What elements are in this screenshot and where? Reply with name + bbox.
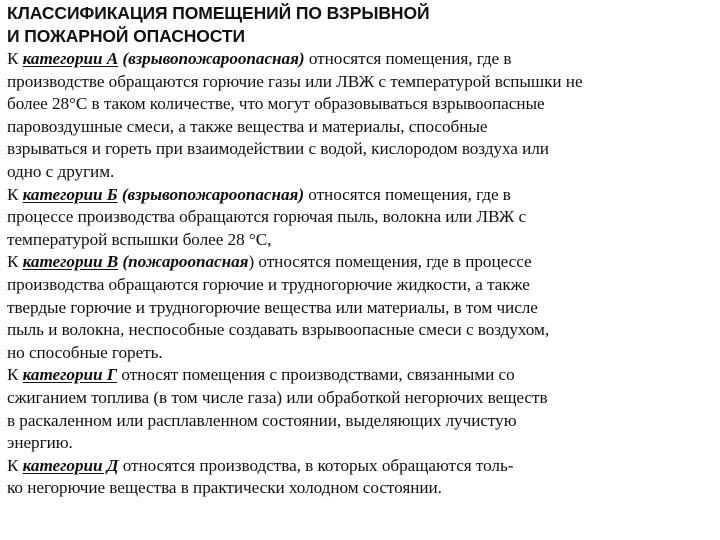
- category-qualifier: (взрывопожароопасная): [117, 184, 305, 204]
- category-d-paragraph: [7, 455, 710, 500]
- paragraph-first-line: [7, 184, 710, 207]
- paragraph-line: производстве обращаются горючие газы или ЛВЖ с температурой вспышки не: [7, 71, 583, 91]
- category-name: категории В: [22, 252, 119, 272]
- paragraph-text: относятся помещения, где в: [304, 49, 512, 68]
- paragraph-line: в раскаленном или расплавленном состоянии, выделяющих лучистую: [7, 410, 517, 430]
- paragraph-line: но способные гореть.: [7, 342, 163, 362]
- page-title: [7, 2, 710, 48]
- category-term: [23, 252, 249, 271]
- paragraph-text: ) относятся помещения, где в процессе: [248, 252, 532, 272]
- lead-text: К: [7, 49, 23, 68]
- paragraph-first-line: [7, 48, 710, 71]
- paragraph-line: одно с другим.: [7, 161, 115, 181]
- paragraph-line: твердые горючие и трудногорючие вещества или материалы, в том числе: [7, 297, 538, 317]
- paragraph-line: взрываться и гореть при взаимодействии с водой, кислородом воздуха или: [7, 139, 549, 159]
- paragraph-first-line: [7, 455, 710, 478]
- category-name: категории Б: [22, 184, 118, 204]
- category-term: [23, 365, 117, 384]
- category-term: [23, 456, 119, 475]
- category-qualifier: (пожароопасная: [118, 252, 249, 272]
- title-line-1: КЛАССИФИКАЦИЯ ПОМЕЩЕНИЙ ПО ВЗРЫВНОЙ: [7, 3, 430, 23]
- category-v-paragraph: [7, 251, 710, 364]
- paragraph-first-line: [7, 364, 710, 387]
- lead-text: К: [7, 455, 23, 475]
- category-term: [23, 185, 304, 204]
- category-term: [23, 49, 305, 68]
- paragraph-line: пыль и волокна, неспособные создавать взрывоопасные смеси с воздухом,: [7, 320, 550, 340]
- lead-text: К: [7, 184, 23, 204]
- paragraph-text: относятся производства, в которых обращаются толь-: [118, 455, 514, 475]
- paragraph-line: производства обращаются горючие и трудногорючие жидкости, а также: [7, 274, 530, 294]
- category-b-paragraph: [7, 184, 710, 252]
- paragraph-line: паровоздушные смеси, а также вещества и материалы, способные: [7, 116, 488, 136]
- paragraph-line: более 28°С в таком количестве, что могут образовываться взрывоопасные: [7, 94, 545, 114]
- paragraph-text: относят помещения с производствами, связанными со: [117, 365, 515, 385]
- paragraph-line: сжиганием топлива (в том числе газа) или обработкой негорючих веществ: [7, 387, 548, 407]
- category-name: категории Г: [22, 365, 118, 385]
- lead-text: К: [7, 252, 23, 272]
- paragraph-line: процессе производства обращаются горючая пыль, волокна или ЛВЖ с: [7, 207, 527, 227]
- paragraph-line: ко негорючие вещества в практически холодном состоянии.: [7, 478, 442, 498]
- paragraph-line: температурой вспышки более 28 °С,: [7, 229, 272, 249]
- category-a-paragraph: [7, 48, 710, 184]
- paragraph-first-line: [7, 251, 710, 274]
- category-name: категории А: [22, 49, 119, 68]
- paragraph-text: относятся помещения, где в: [304, 184, 511, 204]
- category-g-paragraph: [7, 364, 710, 454]
- category-name: категории Д: [22, 455, 119, 475]
- title-line-2: И ПОЖАРНОЙ ОПАСНОСТИ: [7, 26, 245, 46]
- classification-text: [7, 48, 710, 500]
- lead-text: К: [7, 365, 23, 385]
- paragraph-line: энергию.: [7, 433, 73, 453]
- category-qualifier: (взрывопожароопасная): [118, 49, 305, 68]
